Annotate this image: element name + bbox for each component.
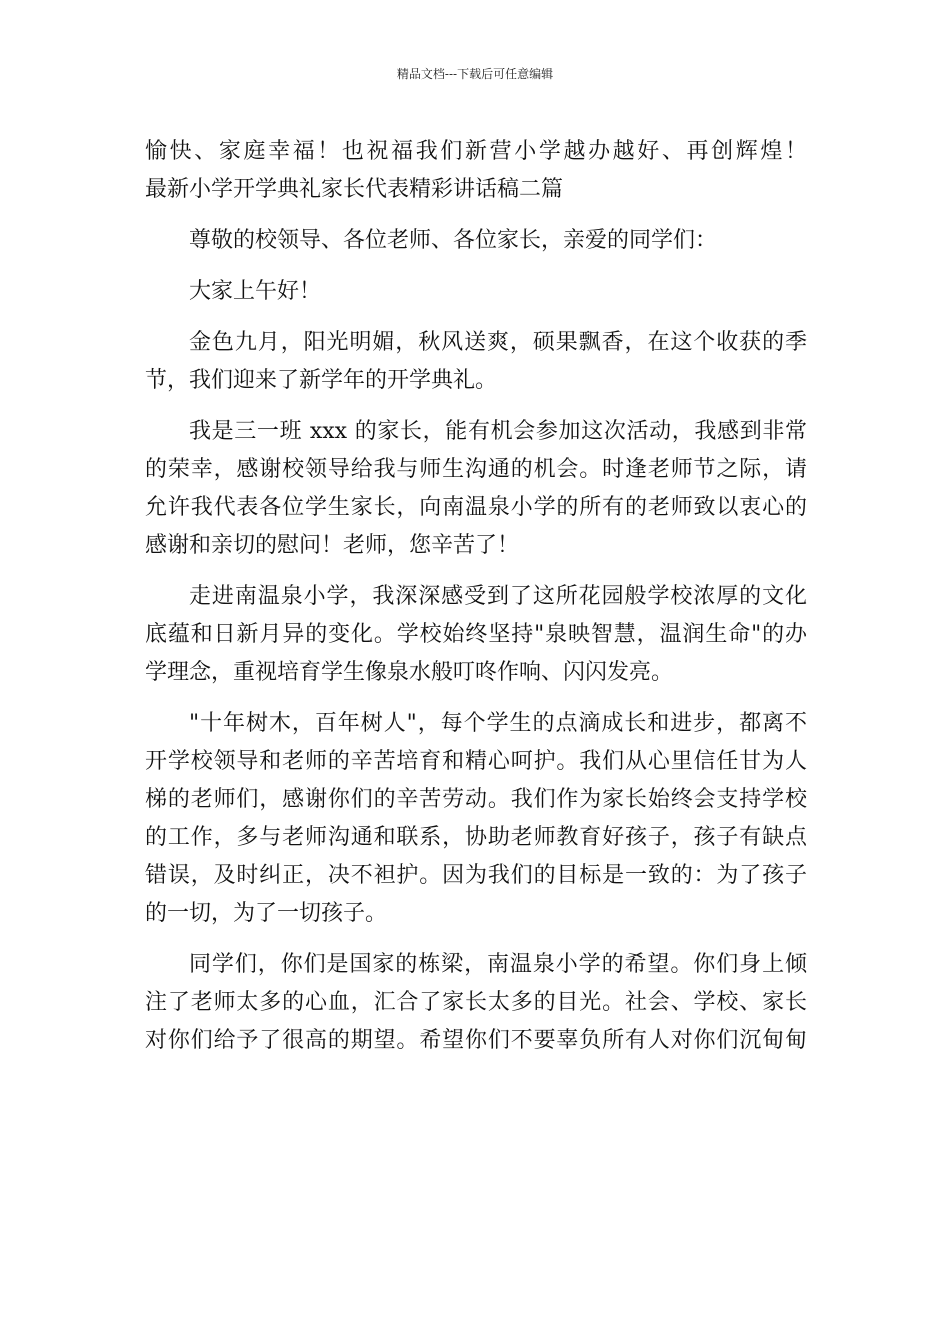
paragraph-salutation: [145, 222, 807, 260]
page-header: 精品文档---下载后可任意编辑: [396, 67, 554, 81]
section-title: 最新小学开学典礼家长代表精彩讲话稿二篇: [145, 177, 564, 202]
text-line: 的一切，为了一切孩子。: [145, 901, 388, 926]
text-line: 感谢和亲切的慰问！老师，您辛苦了！: [145, 533, 520, 558]
text-line: 开学校领导和老师的辛苦培育和精心呵护。我们从心里信任甘为人: [145, 749, 807, 774]
paragraph-greeting: [145, 273, 807, 311]
text-line: 允许我代表各位学生家长，向南温泉小学的所有的老师致以衷心的: [145, 495, 807, 520]
text-line: 注了老师太多的心血，汇合了家长太多的目光。社会、学校、家长: [145, 990, 807, 1015]
paragraph-4: [145, 705, 807, 933]
text-line: 尊敬的校领导、各位老师、各位家长，亲爱的同学们：: [189, 228, 718, 253]
text-line: 愉快、家庭幸福！也祝福我们新营小学越办越好、再创辉煌！: [145, 139, 807, 164]
text-line: 错误，及时纠正，决不袒护。因为我们的目标是一致的：为了孩子: [145, 863, 807, 888]
text-line: 梯的老师们，感谢你们的辛苦劳动。我们作为家长始终会支持学校: [145, 787, 807, 812]
text-line: 同学们，你们是国家的栋梁，南温泉小学的希望。你们身上倾: [189, 952, 807, 977]
text-line: 对你们给予了很高的期望。希望你们不要辜负所有人对你们沉甸甸: [145, 1028, 807, 1053]
text-line: 金色九月，阳光明媚，秋风送爽，硕果飘香，在这个收获的季: [189, 330, 807, 355]
text-line: 走进南温泉小学，我深深感受到了这所花园般学校浓厚的文化: [189, 584, 807, 609]
text-line: 底蕴和日新月异的变化。学校始终坚持"泉映智慧，温润生命"的办: [145, 622, 807, 647]
paragraph-1: [145, 324, 807, 400]
paragraph-2: [145, 413, 807, 565]
document-body: [145, 133, 807, 1060]
text-line: 节，我们迎来了新学年的开学典礼。: [145, 368, 498, 393]
paragraph-3: [145, 578, 807, 692]
text-line: 我是三一班 xxx 的家长，能有机会参加这次活动，我感到非常: [189, 419, 807, 444]
text-line: 的工作，多与老师沟通和联系，协助老师教育好孩子，孩子有缺点: [145, 825, 807, 850]
paragraph-5: [145, 946, 807, 1060]
text-line: 学理念，重视培育学生像泉水般叮咚作响、闪闪发亮。: [145, 660, 674, 685]
text-line: "十年树木，百年树人"，每个学生的点滴成长和进步，都离不: [189, 711, 807, 736]
text-line: 的荣幸，感谢校领导给我与师生沟通的机会。时逢老师节之际，请: [145, 457, 807, 482]
text-line: 大家上午好！: [189, 279, 322, 304]
